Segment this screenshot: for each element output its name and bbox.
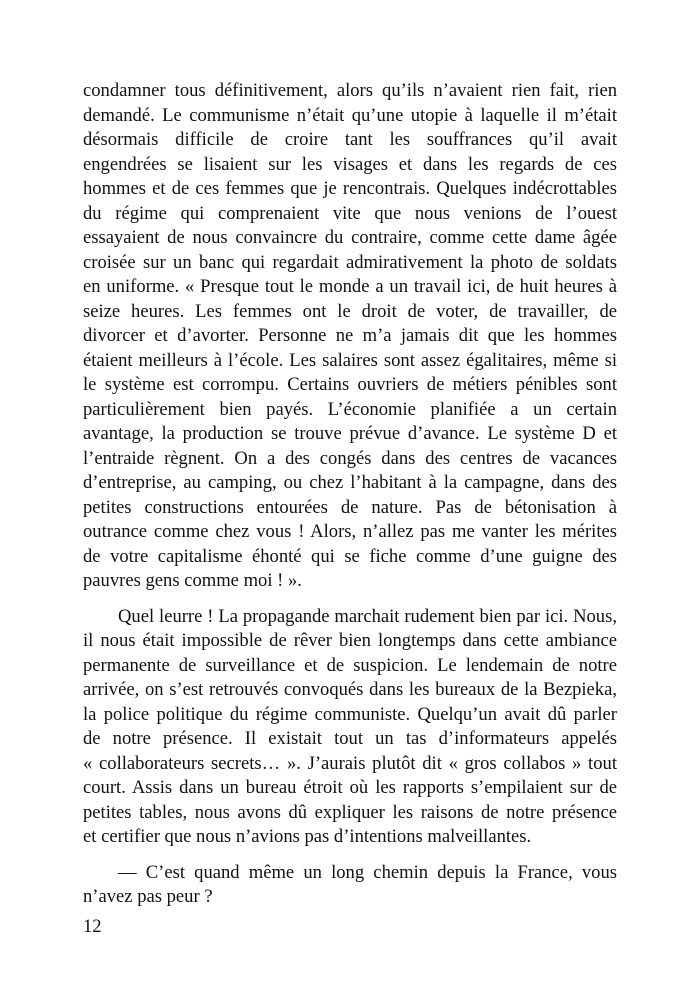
text-line: seize heures. Les femmes ont le droit de voter, de travailler, de bbox=[83, 300, 617, 322]
text-line: engendrées se lisaient sur les visages et dans les regards de ces bbox=[83, 153, 617, 175]
text-line: demandé. Le communisme n’était qu’une utopie à laquelle il m’était bbox=[83, 104, 617, 126]
text-line: arrivée, on s’est retrouvés convoqués dans les bureaux de la Bezpieka, bbox=[83, 679, 617, 700]
text-line: outrance comme chez vous ! Alors, n’allez pas me vanter les mérites bbox=[83, 521, 617, 542]
text-line: pauvres gens comme moi ! ». bbox=[83, 570, 302, 591]
page-number: 12 bbox=[83, 916, 102, 937]
text-line: étaient meilleurs à l’école. Les salaires sont assez égalitaires, même si bbox=[83, 349, 617, 371]
text-line: l’entraide règnent. On a des congés dans des centres de vacances bbox=[83, 447, 617, 469]
text-line: — C’est quand même un long chemin depuis la France, vous bbox=[118, 861, 617, 883]
text-line: d’entreprise, au camping, ou chez l’habitant à la campagne, dans des bbox=[83, 472, 617, 493]
text-line: en uniforme. « Presque tout le monde a un travail ici, de huit heures à bbox=[83, 276, 617, 297]
text-line: petites tables, nous avons dû expliquer les raisons de notre présence bbox=[83, 801, 617, 823]
text-line: de notre présence. Il existait tout un tas d’informateurs appelés bbox=[83, 728, 617, 749]
text-line: du régime qui comprenaient vite que nous venions de l’ouest bbox=[83, 202, 617, 224]
text-line: divorcer et d’avorter. Personne ne m’a jamais dit que les hommes bbox=[83, 325, 617, 346]
paragraph bbox=[83, 861, 617, 910]
text-line: Quel leurre ! La propagande marchait rudement bien par ici. Nous, bbox=[118, 605, 617, 627]
text-line: et certifier que nous n’avions pas d’intentions malveillantes. bbox=[83, 826, 532, 847]
page-body bbox=[83, 79, 617, 910]
paragraph bbox=[83, 79, 617, 594]
text-line: n’avez pas peur ? bbox=[83, 886, 213, 907]
text-line: avantage, la production se trouve prévue d’avance. Le système D et bbox=[83, 423, 617, 444]
text-line: essayaient de nous convaincre du contraire, comme cette dame âgée bbox=[83, 227, 617, 248]
paragraph-gap bbox=[83, 850, 617, 861]
text-line: il nous était impossible de rêver bien longtemps dans cette ambiance bbox=[83, 630, 617, 651]
text-line: condamner tous définitivement, alors qu’ils n’avaient rien fait, rien bbox=[83, 80, 617, 101]
text-line: permanente de surveillance et de suspicion. Le lendemain de notre bbox=[83, 654, 617, 676]
text-line: croisée sur un banc qui regardait admirativement la photo de soldats bbox=[83, 251, 617, 273]
text-line: particulièrement bien payés. L’économie planifiée a un certain bbox=[83, 398, 617, 420]
text-line: désormais difficile de croire tant les souffrances qu’il avait bbox=[83, 129, 617, 150]
text-line: hommes et de ces femmes que je rencontrais. Quelques indécrottables bbox=[83, 178, 617, 199]
text-line: la police politique du régime communiste. Quelqu’un avait dû parler bbox=[83, 703, 617, 725]
text-line: le système est corrompu. Certains ouvriers de métiers pénibles sont bbox=[83, 374, 617, 395]
paragraph-gap bbox=[83, 594, 617, 605]
paragraph bbox=[83, 605, 617, 850]
text-line: « collaborateurs secrets… ». J’aurais plutôt dit « gros collabos » tout bbox=[83, 752, 617, 774]
text-line: petites constructions entourées de nature. Pas de bétonisation à bbox=[83, 496, 617, 518]
text-line: court. Assis dans un bureau étroit où les rapports s’empilaient sur de bbox=[83, 777, 617, 798]
text-line: de votre capitalisme éhonté qui se fiche comme d’une guigne des bbox=[83, 545, 617, 567]
